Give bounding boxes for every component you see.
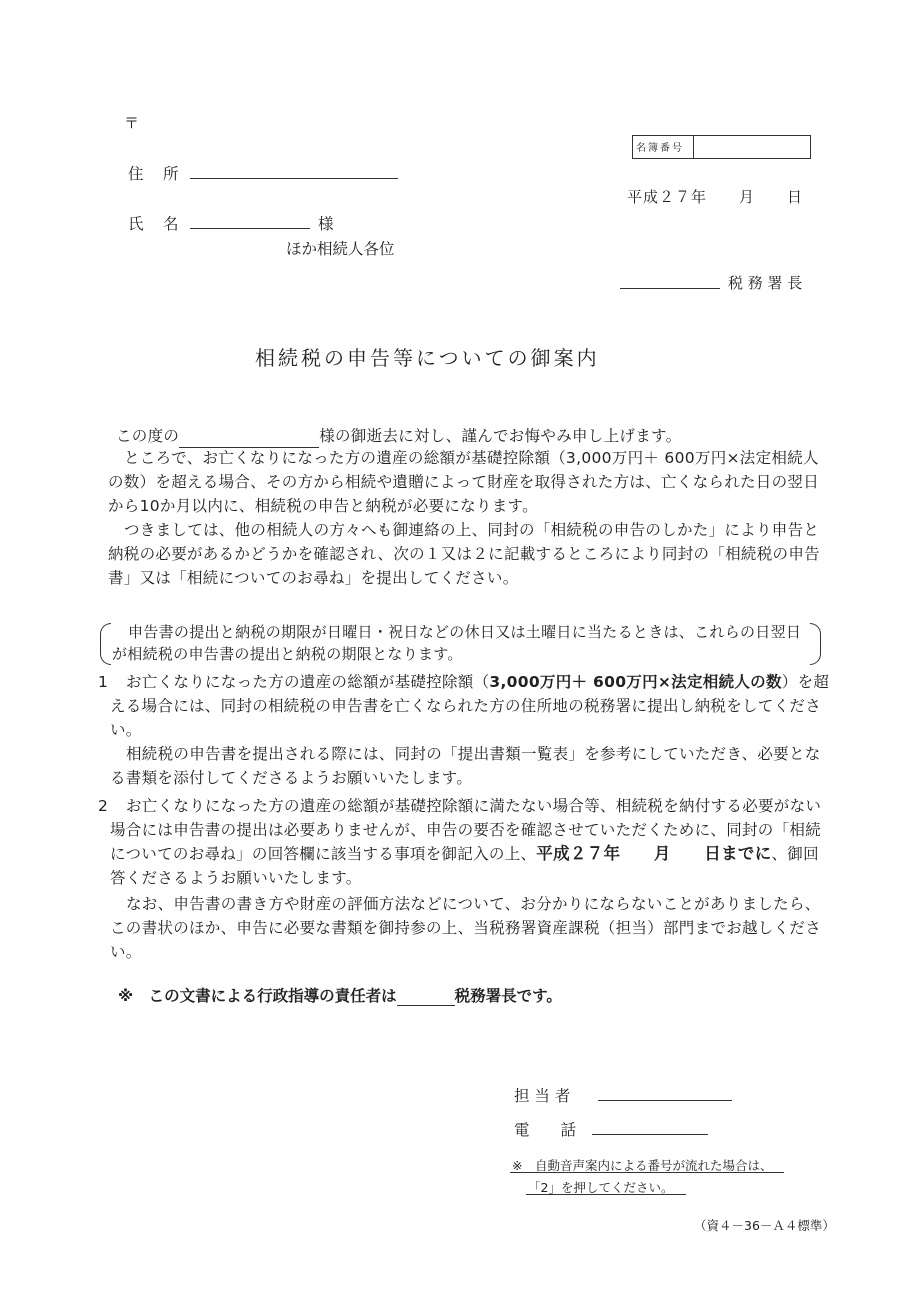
- item1-attachment-paragraph: 相続税の申告書を提出される際には、同封の「提出書類一覧表」を参考にしていただき、必要となる書類を添付してくださるようお願いいたします。: [110, 745, 821, 787]
- responsible-office-line[interactable]: [397, 1005, 455, 1006]
- item2-inquiry-paragraph: なお、申告書の書き方や財産の評価方法などについて、お分かりにならないことがありましたら、この書状のほか、申告に必要な書類を御持参の上、当税務署資産課税（担当）部門までお越しください。: [110, 895, 822, 961]
- voice-guide-underline-1: [510, 1172, 784, 1173]
- name-line[interactable]: [190, 228, 310, 229]
- instruction-paragraph: つきましては、他の相続人の方々へも御連絡の上、同封の「相続税の申告のしかた」により申告と納税の必要があるかどうかを確認され、次の１又は２に記載するところにより同封の「相続税の申告書」又は「相続についてのお尋ね」を提出してください。: [108, 521, 820, 587]
- register-label: 名簿番号: [636, 143, 684, 154]
- address-label: 住 所: [128, 165, 181, 183]
- address-line[interactable]: [190, 178, 398, 179]
- voice-guide-note-2: 「2」を押してください。: [528, 1180, 674, 1195]
- item1-paragraph: [110, 670, 832, 742]
- item2-paragraph: [110, 794, 832, 890]
- item2-text-a: お亡くなりになった方の遺産の総額が基礎控除額に満たない場合等、相続税を納付する必要がない場合には申告書の提出は必要ありませんが、申告の要否を確認させていただくために、同封の「相続についてのお尋ね」の回答欄に該当する事項を御記入の上、: [110, 797, 822, 863]
- phone-line[interactable]: [592, 1134, 708, 1135]
- deadline-note: 申告書の提出と納税の期限が日曜日・祝日などの休日又は土曜日に当たるときは、これらの日翌日が相続税の申告書の提出と納税の期限となります。: [112, 623, 802, 663]
- item1-text-a: お亡くなりになった方の遺産の総額が基礎控除額（: [126, 673, 490, 691]
- office-head: 税 務 署 長: [728, 274, 803, 292]
- responsible-suffix: 税務署長です。: [454, 987, 562, 1005]
- phone-label: 電 話: [514, 1121, 577, 1139]
- condolence-suffix: 様の御逝去に対し、謹んでお悔やみ申し上げます。: [319, 427, 682, 445]
- staff-line[interactable]: [598, 1100, 732, 1101]
- item1-threshold: 3,000万円＋ 600万円×法定相続人の数: [489, 673, 782, 691]
- item1-text-b: ）を超える場合には、同封の相続税の申告書を亡くなられた方の住所地の税務署に提出し納税をしてください。: [110, 673, 830, 739]
- condolence-paragraph: [108, 424, 828, 448]
- item2-number: 2: [98, 797, 108, 815]
- letter-date: 平成２７年 月 日: [627, 188, 804, 206]
- responsible-prefix: ※ この文書による行政指導の責任者は: [118, 987, 397, 1005]
- postal-mark: 〒: [124, 114, 140, 132]
- bracket-left: [100, 623, 111, 665]
- document-title: 相続税の申告等についての御案内: [255, 346, 600, 370]
- voice-guide-underline-2: [526, 1194, 686, 1195]
- other-heirs: ほか相続人各位: [286, 240, 395, 258]
- register-divider: [693, 136, 694, 158]
- register-number-box[interactable]: [632, 135, 811, 159]
- condolence-prefix: この度の: [116, 427, 180, 445]
- honorific: 様: [318, 215, 334, 233]
- responsible-note: [118, 984, 562, 1006]
- inheritance-tax-paragraph: ところで、お亡くなりになった方の遺産の総額が基礎控除額（3,000万円＋ 600万円×法定相続人の数）を超える場合、その方から相続や遺贈によって財産を取得された方は、亡くなられた日の翌日から10か月以内に、相続税の申告と納税が必要になります。: [108, 449, 820, 515]
- item2-deadline: 平成２７年 月 日までに: [536, 844, 772, 863]
- staff-label: 担 当 者: [514, 1087, 571, 1105]
- office-name-line[interactable]: [620, 288, 720, 289]
- name-label: 氏 名: [128, 215, 181, 233]
- item1-number: 1: [98, 673, 108, 691]
- voice-guide-note-1: ※ 自動音声案内による番号が流れた場合は、: [512, 1158, 773, 1173]
- form-code: （資４－36－Ａ４標準）: [694, 1218, 835, 1233]
- item2-text-b: 、御回答くださるようお願いいたします。: [110, 845, 819, 887]
